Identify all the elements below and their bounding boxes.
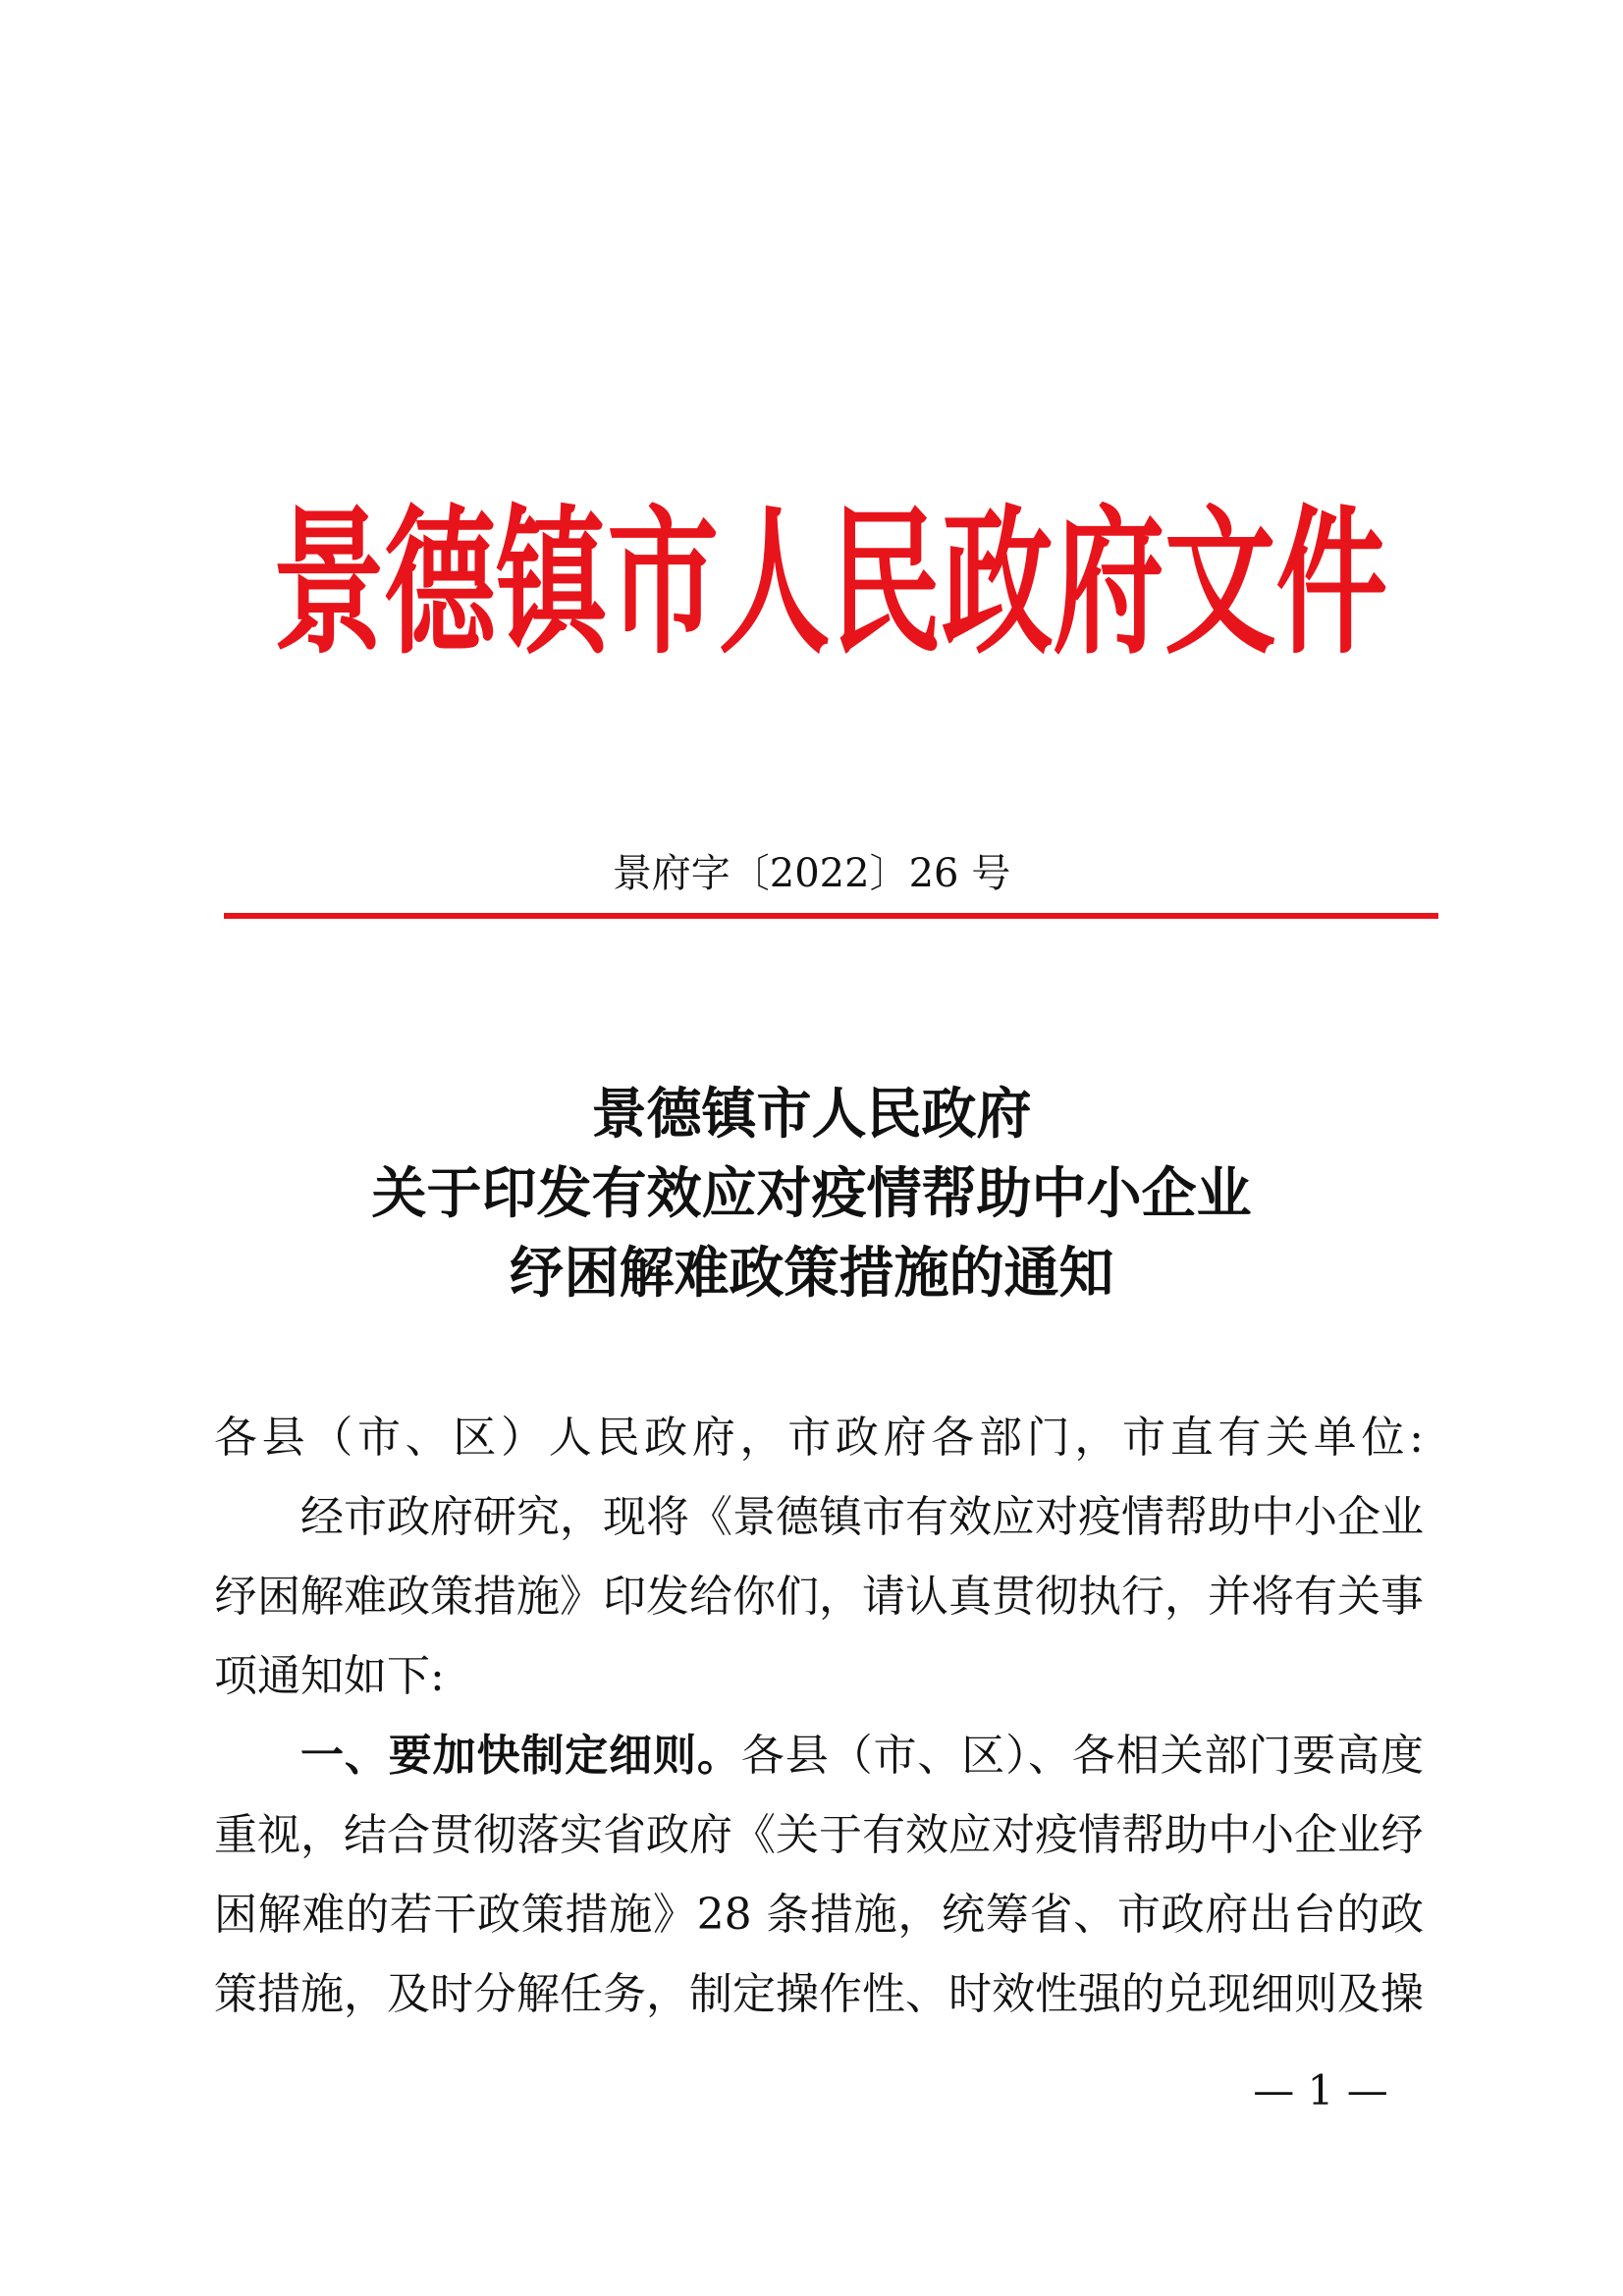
- body-line: 策措施，及时分解任务，制定操作性、时效性强的兑现细则及操: [214, 1969, 1424, 2019]
- body-line: [214, 1727, 1424, 1806]
- red-divider: [224, 913, 1438, 919]
- body-line: 困解难的若干政策措施》28 条措施，统筹省、市政府出台的政: [214, 1890, 1424, 1940]
- salutation: 各县（市、区）人民政府，市政府各部门，市直有关单位:: [214, 1413, 1424, 1463]
- document-body: [214, 1409, 1424, 2045]
- page-number: — 1 —: [1253, 2066, 1388, 2114]
- document-title: [0, 1075, 1623, 1313]
- section-heading: 一、要加快制定细则。: [300, 1731, 741, 1781]
- body-line: 纾困解难政策措施》印发给你们，请认真贯彻执行，并将有关事: [214, 1572, 1424, 1622]
- body-text: 各县（市、区）、各相关部门要高度: [740, 1731, 1425, 1781]
- body-line: 重视，结合贯彻落实省政府《关于有效应对疫情帮助中小企业纾: [214, 1810, 1424, 1860]
- title-line: 景德镇市人民政府: [591, 1083, 1032, 1147]
- body-line: 项通知如下:: [214, 1651, 445, 1701]
- body-line: 经市政府研究，现将《景德镇市有效应对疫情帮助中小企业: [300, 1492, 1424, 1542]
- masthead-text: 景德镇市人民政府文件: [273, 492, 1387, 676]
- title-line: 关于印发有效应对疫情帮助中小企业: [371, 1162, 1252, 1226]
- document-number: 景府字〔2022〕26 号: [612, 851, 1011, 896]
- document-masthead: [273, 492, 1387, 676]
- title-line: 纾困解难政策措施的通知: [509, 1242, 1114, 1306]
